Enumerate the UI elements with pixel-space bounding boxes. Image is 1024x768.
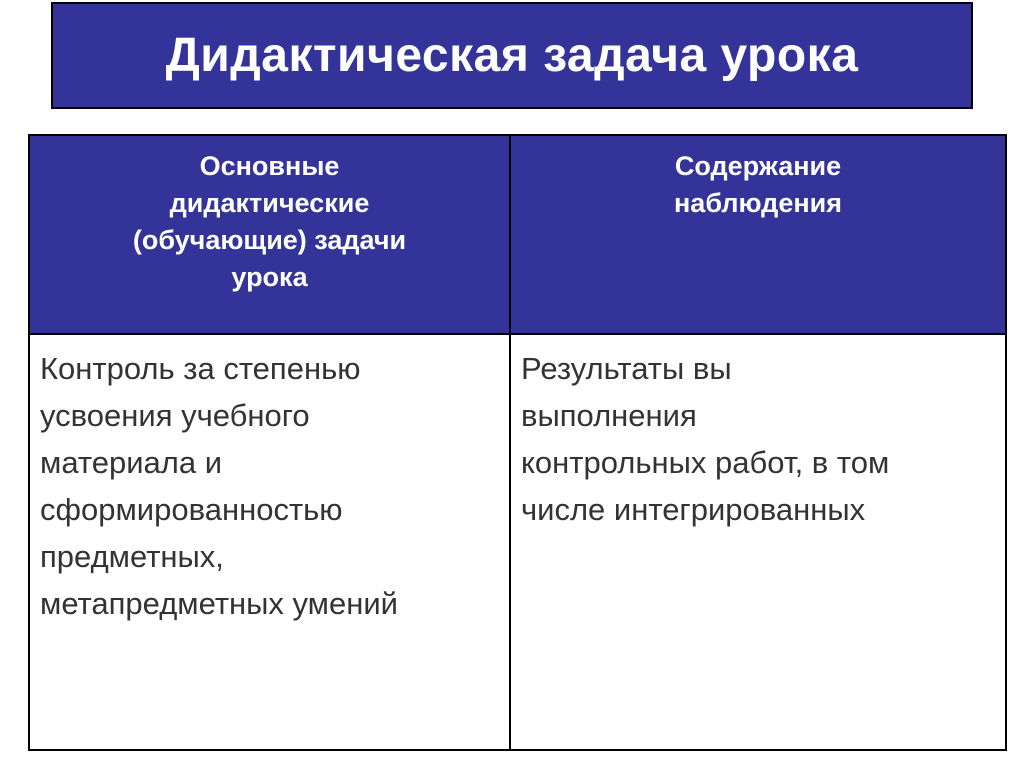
slide-title: Дидактическая задача урока <box>165 29 859 82</box>
table-cell-observation: Результаты вы выполнения контрольных работ, в том числе интегрированных <box>511 335 1005 749</box>
title-banner <box>51 2 973 109</box>
table-cell-task: Контроль за степенью усвоения учебного материала и сформированностью предметных, метапредметных умений <box>30 335 511 749</box>
table-header-observation: Содержание наблюдения <box>511 136 1005 335</box>
table-header-tasks: Основные дидактические (обучающие) задачи урока <box>30 136 511 335</box>
observation-table <box>28 134 1007 751</box>
